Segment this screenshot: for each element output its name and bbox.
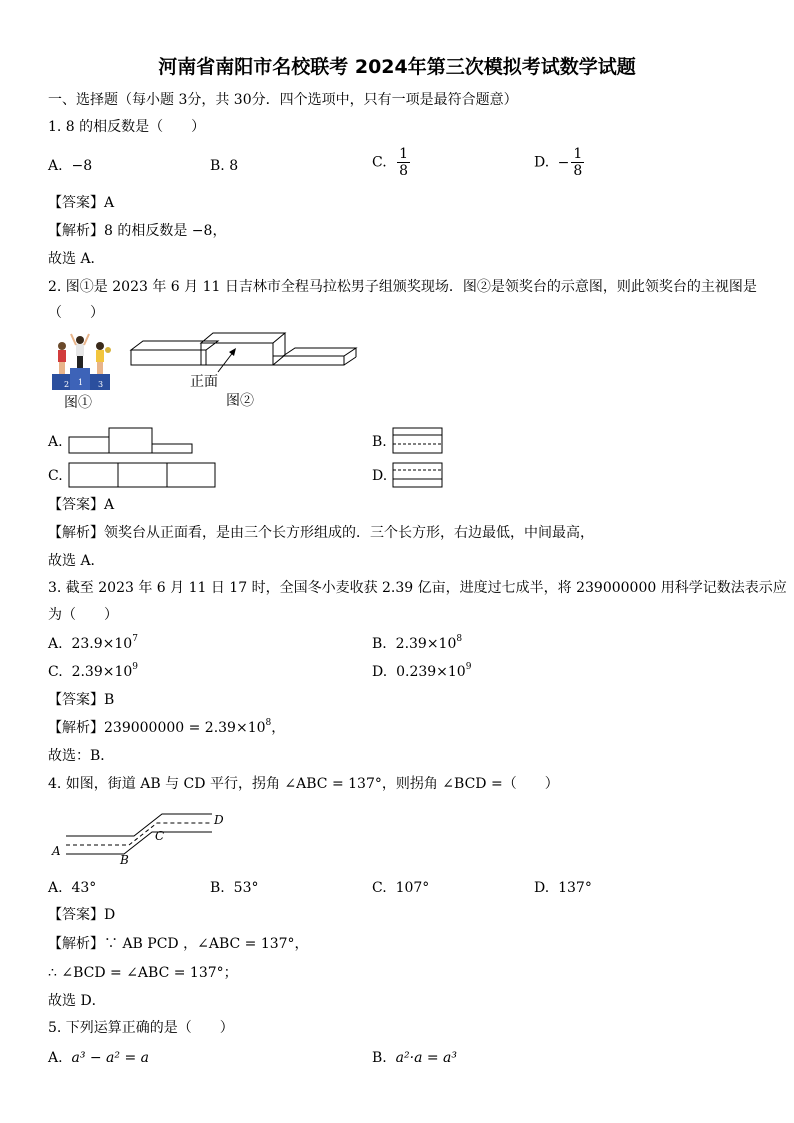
q2-analysis: 【解析】领奖台从正面看，是由三个长方形组成的．三个长方形，右边最低，中间最高，	[48, 525, 594, 541]
q3-answer: 【答案】B	[48, 692, 115, 708]
q4-option-a	[48, 878, 96, 898]
podium-diagram	[128, 328, 360, 384]
q3-stem-line2: 为（ ）	[48, 607, 118, 623]
q3-option-c-exp: 9	[132, 662, 139, 672]
q2-option-c-label: C.	[48, 468, 63, 484]
q4-option-d	[534, 878, 592, 898]
q4-option-a-label: A.	[48, 880, 63, 896]
q1-stem: 1. 8 的相反数是（ ）	[48, 119, 206, 135]
q2-stem-line2: （ ）	[48, 305, 104, 321]
q1-option-b	[210, 156, 238, 176]
q3-option-d-base: 0.239×10	[396, 664, 466, 680]
q5-option-b	[372, 1048, 457, 1068]
q1-option-d-label: D.	[534, 154, 550, 171]
point-a-label: A	[52, 844, 61, 858]
q3-conclusion: 故选：B．	[48, 748, 115, 764]
q1-option-a-label: A.	[48, 158, 63, 174]
q1-analysis: 【解析】8 的相反数是 −8，	[48, 223, 227, 239]
q1-option-c-denominator: 8	[399, 163, 409, 179]
q3-option-d	[372, 662, 471, 682]
q1-option-d-numerator: 1	[573, 146, 583, 162]
svg-text:1: 1	[78, 378, 84, 387]
q3-option-d-label: D.	[372, 664, 388, 680]
q2-option-c-figure	[68, 462, 218, 489]
q2-fig2-label: 图②	[226, 393, 254, 409]
q1-option-d-denominator: 8	[573, 163, 583, 179]
q1-option-c-label: C.	[372, 154, 387, 171]
section-heading: 一、选择题（每小题 3分，共 30分．四个选项中，只有一项是最符合题意）	[48, 92, 518, 108]
q4-option-d-text: 137°	[558, 880, 592, 896]
q5-option-a-label: A.	[48, 1050, 63, 1066]
award-ceremony-photo	[48, 330, 114, 390]
q5-option-b-label: B.	[372, 1050, 387, 1066]
q2-option-d-label: D.	[372, 468, 388, 484]
q1-conclusion: 故选 A．	[48, 251, 105, 267]
q2-answer: 【答案】A	[48, 497, 115, 513]
q4-option-b-text: 53°	[233, 880, 259, 896]
q5-option-b-text: a²·a = a³	[395, 1050, 458, 1066]
q2-conclusion: 故选 A．	[48, 553, 105, 569]
q4-answer: 【答案】D	[48, 907, 116, 923]
q3-analysis-text: 【解析】239000000 = 2.39×10	[48, 720, 266, 736]
q3-option-a	[48, 634, 138, 654]
q3-option-a-base: 23.9×10	[71, 636, 133, 652]
q2-option-d-figure	[392, 462, 444, 489]
q1-option-d-fraction	[571, 146, 584, 179]
q1-answer: 【答案】A	[48, 195, 115, 211]
q1-option-a-text: −8	[71, 158, 93, 174]
q1-option-b-text: 8	[229, 158, 239, 174]
q3-option-b-exp: 8	[456, 634, 463, 644]
q4-analysis-line2: ∴ ∠BCD = ∠ABC = 137°；	[48, 965, 238, 981]
q5-stem: 5. 下列运算正确的是（ ）	[48, 1020, 234, 1036]
q4-option-d-label: D.	[534, 880, 550, 896]
q1-option-c-numerator: 1	[399, 146, 409, 162]
q1-option-d	[534, 146, 584, 179]
q3-option-b-base: 2.39×10	[395, 636, 457, 652]
svg-text:2: 2	[64, 380, 70, 389]
q5-option-a	[48, 1048, 149, 1068]
q4-option-a-text: 43°	[71, 880, 97, 896]
q5-option-a-text: a³ − a² = a	[71, 1050, 149, 1066]
q1-option-d-sign: −	[557, 154, 570, 171]
q1-option-b-label: B.	[210, 158, 225, 174]
page-title: 河南省南阳市名校联考 2024年第三次模拟考试数学试题	[158, 56, 636, 78]
q2-option-b-figure	[392, 427, 444, 455]
q4-stem: 4. 如图，街道 AB 与 CD 平行，拐角 ∠ABC = 137°，则拐角 ∠BCD =（ ）	[48, 776, 559, 792]
q3-option-a-label: A.	[48, 636, 63, 652]
q3-option-c	[48, 662, 138, 682]
q2-option-a-label: A.	[48, 434, 63, 450]
q3-option-a-exp: 7	[132, 634, 138, 644]
q3-stem-line1: 3. 截至 2023 年 6 月 11 日 17 时，全国冬小麦收获 2.39 亿亩，进度过七成半，将 239000000 用科学记数法表示应	[48, 580, 787, 596]
svg-text:3: 3	[98, 380, 104, 389]
q1-option-c	[372, 146, 410, 179]
q3-analysis	[48, 718, 285, 738]
q4-analysis-line1: 【解析】∵ AB PCD ，∠ABC = 137°，	[48, 936, 309, 952]
q4-conclusion: 故选 D．	[48, 993, 106, 1009]
q4-option-c-label: C.	[372, 880, 387, 896]
q2-option-a-figure	[68, 427, 194, 455]
q2-option-b-label: B.	[372, 434, 387, 450]
q2-stem-line1: 2. 图①是 2023 年 6 月 11 日吉林市全程马拉松男子组颁奖现场．图②是领奖台的示意图，则此领奖台的主视图是	[48, 279, 757, 295]
point-c-label: C	[155, 829, 165, 843]
q3-analysis-end: ，	[271, 720, 286, 736]
q4-option-c-text: 107°	[395, 880, 430, 896]
q3-option-b-label: B.	[372, 636, 387, 652]
q2-fig1-label: 图①	[64, 395, 92, 411]
q3-analysis-exp: 8	[265, 718, 272, 728]
q1-option-c-fraction	[397, 146, 410, 179]
q4-option-c	[372, 878, 429, 898]
q3-option-d-exp: 9	[465, 662, 472, 672]
point-b-label: B	[120, 853, 129, 867]
point-d-label: D	[214, 813, 224, 827]
q4-option-b-label: B.	[210, 880, 225, 896]
q2-front-label: 正面	[190, 374, 218, 390]
q1-option-a	[48, 156, 92, 176]
q4-option-b	[210, 878, 258, 898]
q3-option-c-label: C.	[48, 664, 63, 680]
q3-option-b	[372, 634, 462, 654]
street-diagram	[48, 806, 238, 868]
q3-option-c-base: 2.39×10	[71, 664, 133, 680]
